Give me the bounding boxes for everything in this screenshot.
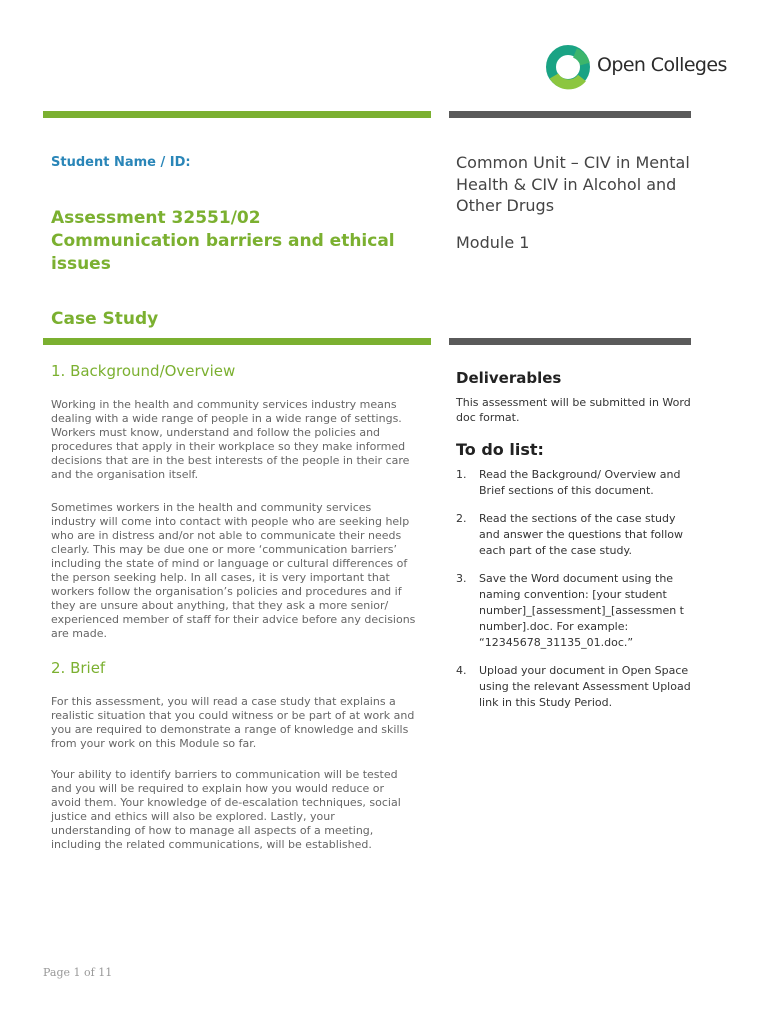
background-para-1: Working in the health and community services industry means dealing with a wide range of people in a wide range of settings. Workers must know, understand and follow the policies and procedures that apply in their workplace so they make informed decisions that are in the best interests of the people in their care and the organisation itself. (51, 398, 410, 481)
todo-item (456, 467, 696, 499)
todo-item (456, 663, 696, 711)
logo-ring-icon (544, 42, 594, 92)
todo-item (456, 571, 696, 651)
top-rule-right (449, 111, 691, 118)
background-heading: 1. Background/Overview (51, 362, 236, 380)
top-rule-left (43, 111, 431, 118)
todo-item-text: Upload your document in Open Space using the relevant Assessment Upload link in this Study Period. (479, 664, 691, 709)
brief-para-2: Your ability to identify barriers to communication will be tested and you will be required to explain how you would reduce or avoid them. Your knowledge of de-escalation techniques, social justice and ethics will also be explored. Lastly, your understanding of how to manage all aspects of a meeting, including the related communications, will be established. (51, 768, 401, 851)
brief-para-1: For this assessment, you will read a case study that explains a realistic situation that you could witness or be part of at work and you are required to demonstrate a range of knowledge and skills from your work on this Module so far. (51, 695, 415, 750)
todo-item-number: 1. (456, 468, 467, 481)
todo-list (456, 467, 696, 723)
deliverables-heading: Deliverables (456, 369, 562, 387)
deliverables-text: This assessment will be submitted in Word doc format. (456, 396, 691, 424)
todo-heading: To do list: (456, 440, 544, 459)
assessment-number: Assessment 32551/02 (51, 208, 261, 228)
brief-heading: 2. Brief (51, 659, 106, 677)
mid-rule-right (449, 338, 691, 345)
todo-item (456, 511, 696, 559)
todo-item-number: 4. (456, 664, 467, 677)
assessment-title (51, 207, 411, 276)
mid-rule-left (43, 338, 431, 345)
todo-item-text: Read the Background/ Overview and Brief sections of this document. (479, 468, 681, 497)
todo-item-text: Save the Word document using the naming convention: [your student number]_[assessment]_[assessmen t number].doc. For example: “12345678_31135_01.doc.” (479, 572, 684, 649)
todo-item-text: Read the sections of the case study and answer the questions that follow each part of the case study. (479, 512, 683, 557)
module-label: Module 1 (456, 233, 530, 252)
logo-wordmark: Open Colleges (597, 54, 727, 76)
student-name-label: Student Name / ID: (51, 155, 191, 170)
open-colleges-logo (544, 42, 734, 92)
case-study-heading: Case Study (51, 309, 159, 329)
background-para-2: Sometimes workers in the health and community services industry will come into contact with people who are seeking help who are in distress and/or not able to communicate their needs clearly. This may be due one or more ‘communication barriers’ including the state of mind or language or cultural differences of the person seeking help. In all cases, it is very important that workers follow the organisation’s policies and procedures and if they are unsure about anything, that they ask a more senior/ experienced member of staff for their advice before any decisions are made. (51, 501, 416, 640)
assessment-subtitle: Communication barriers and ethical issues (51, 231, 395, 274)
unit-title: Common Unit – CIV in Mental Health & CIV in Alcohol and Other Drugs (456, 153, 690, 215)
todo-item-number: 2. (456, 512, 467, 525)
todo-item-number: 3. (456, 572, 467, 585)
page-number: Page 1 of 11 (43, 966, 113, 979)
